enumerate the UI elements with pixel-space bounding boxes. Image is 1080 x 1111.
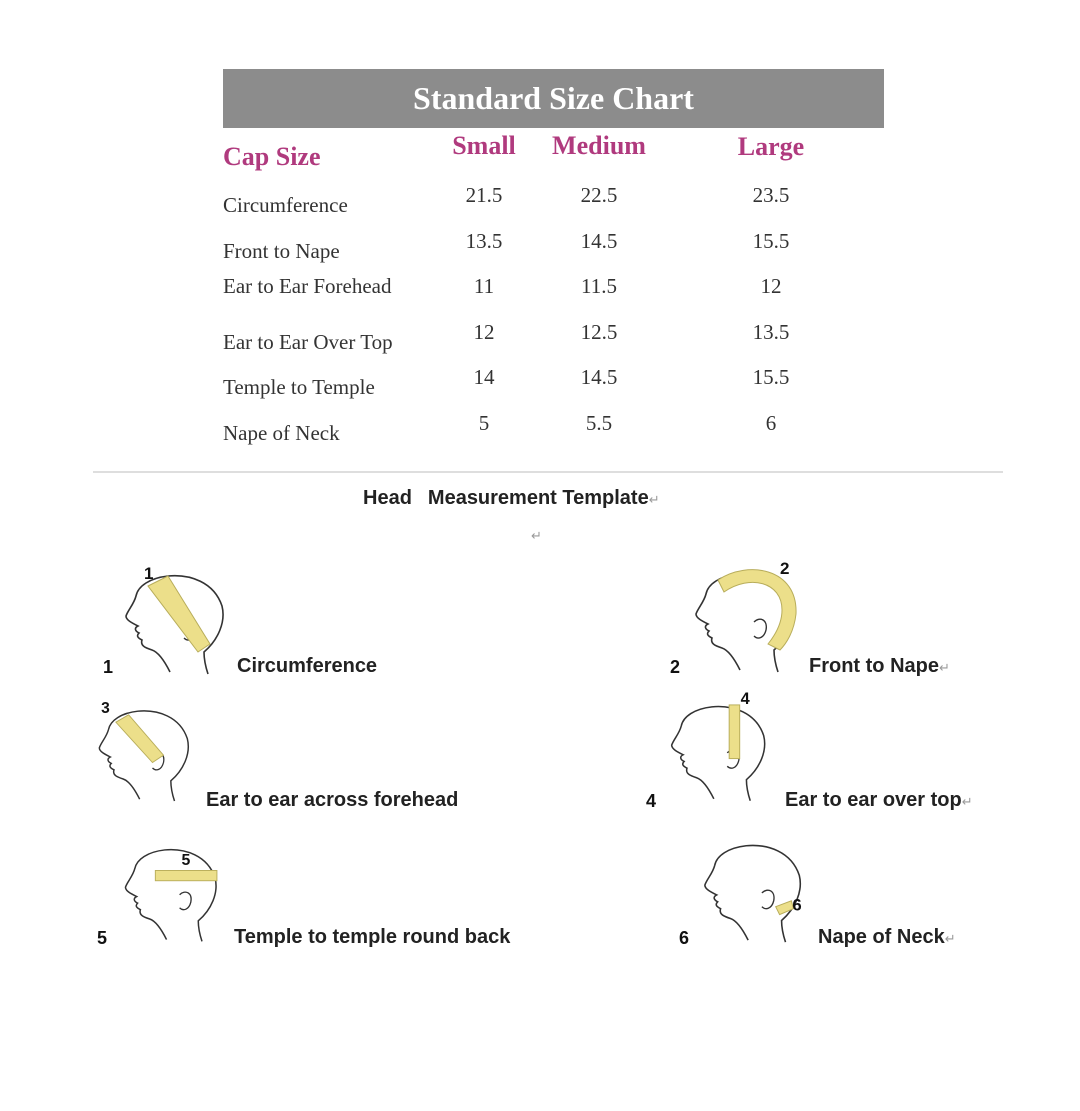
table-cell: 22.5 [580, 183, 618, 207]
table-cell: 15.5 [752, 229, 790, 253]
caption-text: Ear to ear over top [785, 789, 962, 811]
table-cell: 14.5 [580, 365, 618, 389]
table-cell: 11.5 [581, 274, 617, 298]
head-nape-of-neck-icon [697, 830, 815, 948]
tape-label: 3 [101, 700, 110, 717]
caption-text: Nape of Neck [818, 926, 945, 948]
cap-size-header: Cap Size [223, 142, 321, 171]
table-cell: 13.5 [752, 320, 790, 344]
template-title-word1: Head [363, 487, 412, 509]
table-cell: 14 [473, 365, 495, 389]
table-cell: 14.5 [580, 229, 618, 253]
figure-caption-temple-to-temple: Temple to temple round back [234, 926, 511, 948]
tape-label: 1 [144, 564, 154, 583]
template-title-word2: Measurement Template [427, 487, 649, 509]
figure-number: 6 [679, 928, 690, 948]
figure-caption-circumference: Circumference [237, 655, 378, 677]
return-mark: ↵ [531, 528, 542, 543]
template-title [363, 487, 660, 510]
section-divider [93, 471, 1003, 473]
table-cell: 13.5 [465, 229, 503, 253]
head-ear-to-ear-forehead-icon [92, 694, 202, 809]
table-cell: 11 [473, 274, 495, 298]
row-label-ear-to-ear-over-top: Ear to Ear Over Top [223, 330, 393, 354]
return-mark: ↵ [648, 492, 660, 507]
figure-caption-nape-of-neck [818, 926, 956, 949]
row-label-nape-of-neck: Nape of Neck [223, 421, 340, 445]
return-mark: ↵ [961, 794, 973, 809]
column-header-medium: Medium [552, 131, 646, 160]
figure-caption-front-to-nape [809, 655, 950, 678]
head-circumference-icon [118, 560, 238, 680]
table-cell: 21.5 [465, 183, 503, 207]
tape-label: 6 [792, 895, 802, 915]
table-cell: 12.5 [580, 320, 618, 344]
row-label-ear-to-ear-forehead: Ear to Ear Forehead [223, 274, 392, 298]
table-cell: 5.5 [585, 411, 613, 435]
head-temple-to-temple-icon [118, 834, 230, 948]
table-cell: 12 [473, 320, 495, 344]
figure-number: 2 [670, 657, 681, 677]
table-cell: 6 [765, 411, 777, 435]
return-mark: ↵ [944, 931, 956, 946]
column-header-small: Small [452, 131, 516, 160]
row-label-temple-to-temple: Temple to Temple [223, 375, 375, 399]
figure-number: 1 [103, 657, 114, 677]
figure-number: 5 [97, 928, 108, 948]
tape-label: 4 [740, 689, 750, 708]
head-front-to-nape-icon [688, 558, 808, 678]
tape-label: 2 [780, 559, 790, 578]
figure-number: 4 [646, 791, 657, 811]
figure-caption-ear-to-ear-over-top [785, 789, 973, 812]
column-header-large: Large [737, 132, 805, 161]
figure-caption-ear-to-ear-forehead: Ear to ear across forehead [206, 789, 459, 811]
table-cell: 5 [478, 411, 490, 435]
head-ear-to-ear-over-top-icon [664, 690, 779, 808]
row-label-circumference: Circumference [223, 193, 348, 217]
row-label-front-to-nape: Front to Nape [223, 239, 340, 263]
return-mark: ↵ [939, 660, 950, 675]
size-chart-title: Standard Size Chart [223, 69, 884, 128]
caption-text: Front to Nape [809, 655, 939, 677]
table-cell: 15.5 [752, 365, 790, 389]
tape-label: 5 [181, 851, 191, 869]
table-cell: 23.5 [752, 183, 790, 207]
table-cell: 12 [760, 274, 782, 298]
